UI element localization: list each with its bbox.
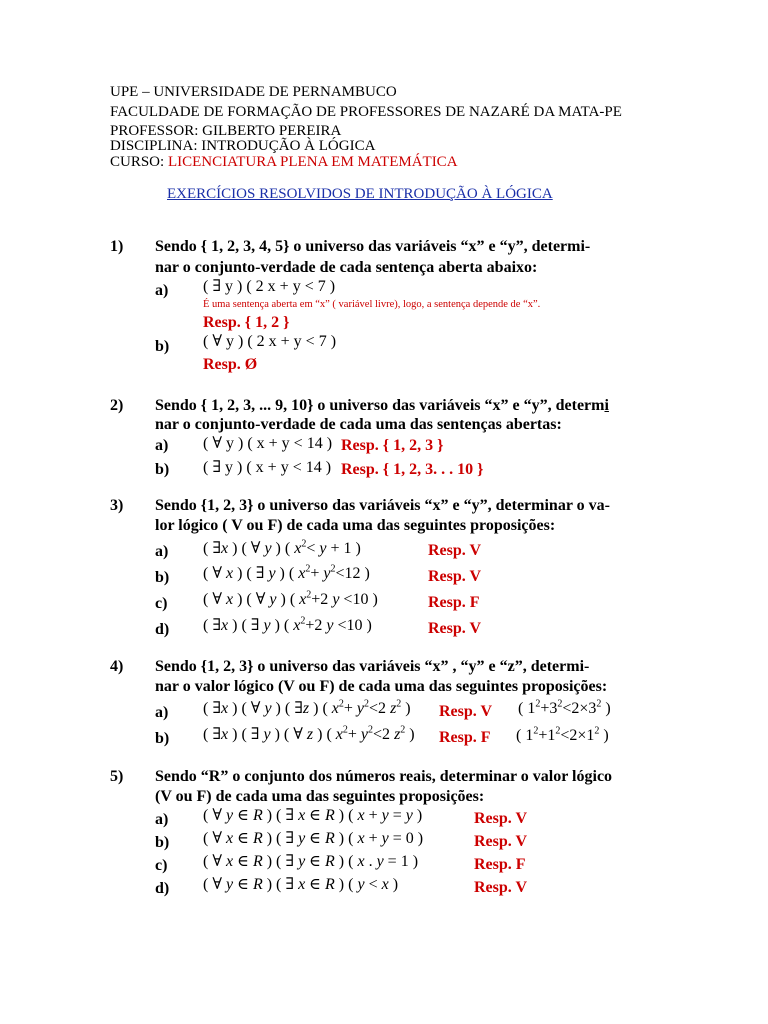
q5-d-answer: Resp. V <box>474 879 528 896</box>
q3-b-label: b) <box>155 569 170 586</box>
q5-d-label: d) <box>155 880 170 897</box>
q4-b-justification: ( $1^2+1^2<2\times 1^2$ ) <box>516 725 609 744</box>
q4-b-expression: ( ∃x ) ( ∃ y ) ( ∀ z ) ( $x^2+ y^2<2$ $z^2$ ) <box>203 724 415 743</box>
q1-b-label: b) <box>155 338 170 355</box>
q5-b-expression: ( ∀ x ∈ R ) ( ∃ y ∈ R ) ( x + y = 0 ) <box>203 830 424 847</box>
q3-d-expression: ( ∃x ) ( ∃ y ) ( $x^2+2$ y <10 ) <box>203 615 372 634</box>
header-faculty: FACULDADE DE FORMAÇÃO DE PROFESSORES DE NAZARÉ DA MATA-PE <box>110 104 622 120</box>
q4-a-label: a) <box>155 704 169 721</box>
q1-a-note: É uma sentença aberta em “x” ( variável livre), logo, a sentença depende de “x”. <box>203 299 541 310</box>
q3-number: 3) <box>110 497 124 514</box>
q3-c-expression: ( ∀ x ) ( ∀ y ) ( $x^2+2$ y <10 ) <box>203 589 378 608</box>
q3-b-answer: Resp. V <box>428 568 482 585</box>
header-university: UPE – UNIVERSIDADE DE PERNAMBUCO <box>110 84 397 100</box>
q3-d-answer: Resp. V <box>428 620 482 637</box>
q1-statement-line1: Sendo { 1, 2, 3, 4, 5} o universo das variáveis “x” e “y”, determi- <box>155 238 591 255</box>
q5-a-expression: ( ∀ y ∈ R ) ( ∃ x ∈ R ) ( x + y = y ) <box>203 807 423 824</box>
q5-c-answer: Resp. F <box>474 856 526 873</box>
q5-a-answer: Resp. V <box>474 810 528 827</box>
q4-b-label: b) <box>155 730 170 747</box>
q2-b-label: b) <box>155 461 170 478</box>
q4-a-answer: Resp. V <box>439 703 493 720</box>
q1-number: 1) <box>110 238 124 255</box>
q5-number: 5) <box>110 768 124 785</box>
q1-a-label: a) <box>155 282 169 299</box>
q3-a-label: a) <box>155 543 169 560</box>
q5-statement-line2: (V ou F) de cada uma das seguintes proposições: <box>155 788 485 805</box>
document-title: EXERCÍCIOS RESOLVIDOS DE INTRODUÇÃO À LÓGICA <box>167 186 553 202</box>
course-label: CURSO: <box>110 154 168 170</box>
q2-a-answer: Resp. { 1, 2, 3 } <box>341 437 444 454</box>
q3-b-expression: ( ∀ x ) ( ∃ y ) ( $x^2+ y^2<12$ ) <box>203 563 370 582</box>
header-discipline: DISCIPLINA: INTRODUÇÃO À LÓGICA <box>110 138 376 154</box>
q5-a-label: a) <box>155 811 169 828</box>
q2-statement-line1 <box>155 397 609 415</box>
q3-a-expression: ( ∃x ) ( ∀ y ) ( $x^2< y + 1$ ) <box>203 538 361 557</box>
q2-line1-underlined: i <box>604 397 609 414</box>
q1-b-expression: ( ∀ y ) ( 2 x + y < 7 ) <box>203 333 337 350</box>
q4-statement-line2: nar o valor lógico (V ou F) de cada uma das seguintes proposições: <box>155 678 608 695</box>
q4-b-answer: Resp. F <box>439 729 491 746</box>
q4-statement-line1: Sendo {1, 2, 3} o universo das variáveis “x” , “y” e “z”, determi- <box>155 658 590 675</box>
q5-statement-line1: Sendo “R” o conjunto dos números reais, determinar o valor lógico <box>155 768 613 785</box>
q2-line1-text: Sendo { 1, 2, 3, ... 9, 10} o universo das variáveis “x” e “y”, determ <box>155 397 605 414</box>
q3-statement-line1: Sendo {1, 2, 3} o universo das variáveis “x” e “y”, determinar o va- <box>155 497 610 514</box>
q2-a-label: a) <box>155 437 169 454</box>
q3-c-label: c) <box>155 595 168 612</box>
q4-a-justification: ( $1^2+3^2<2\times 3^2$ ) <box>518 698 611 717</box>
q4-number: 4) <box>110 658 124 675</box>
q3-a-answer: Resp. V <box>428 542 482 559</box>
q2-a-expression: ( ∀ y ) ( x + y < 14 ) <box>203 435 333 452</box>
q2-statement-line2: nar o conjunto-verdade de cada uma das sentenças abertas: <box>155 416 562 433</box>
q5-c-label: c) <box>155 857 168 874</box>
q2-b-expression: ( ∃ y ) ( x + y < 14 ) <box>203 459 332 476</box>
q1-a-expression: ( ∃ y ) ( 2 x + y < 7 ) <box>203 278 336 295</box>
q3-d-label: d) <box>155 621 170 638</box>
q2-number: 2) <box>110 397 124 414</box>
q5-b-answer: Resp. V <box>474 833 528 850</box>
q3-c-answer: Resp. F <box>428 594 480 611</box>
q1-a-answer: Resp. { 1, 2 } <box>203 314 290 331</box>
q5-d-expression: ( ∀ y ∈ R ) ( ∃ x ∈ R ) ( y < x ) <box>203 876 399 893</box>
q4-a-expression: ( ∃x ) ( ∀ y ) ( ∃z ) ( $x^2+ y^2<2$ $z^2$ ) <box>203 698 411 717</box>
q5-b-label: b) <box>155 834 170 851</box>
header-course <box>110 154 458 171</box>
header-professor: PROFESSOR: GILBERTO PEREIRA <box>110 123 342 139</box>
q5-c-expression: ( ∀ x ∈ R ) ( ∃ y ∈ R ) ( x . y = 1 ) <box>203 853 419 870</box>
q2-b-answer: Resp. { 1, 2, 3. . . 10 } <box>341 461 484 478</box>
q3-statement-line2: lor lógico ( V ou F) de cada uma das seguintes proposições: <box>155 517 556 534</box>
q1-b-answer: Resp. Ø <box>203 356 258 373</box>
course-value: LICENCIATURA PLENA EM MATEMÁTICA <box>167 154 458 170</box>
q1-statement-line2: nar o conjunto-verdade de cada sentença aberta abaixo: <box>155 259 538 276</box>
